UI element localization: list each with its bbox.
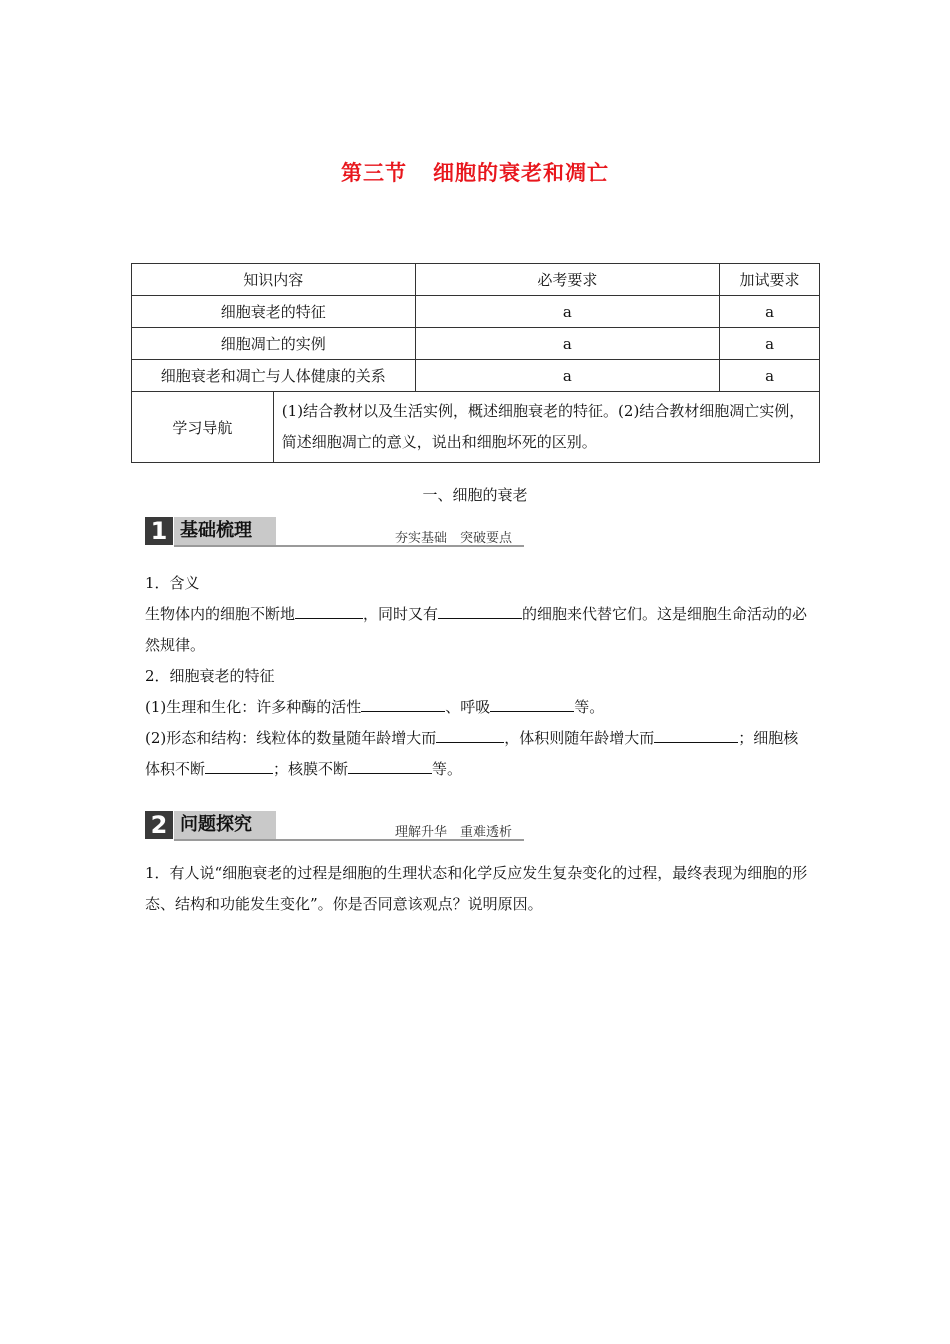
table-cell: a (415, 328, 720, 360)
table-cell: a (720, 360, 820, 392)
table-cell: a (415, 360, 720, 392)
nav-label: 学习导航 (132, 392, 274, 463)
content-block (145, 568, 810, 785)
text: (2)形态和结构：线粒体的数量随年龄增大而 (145, 729, 437, 747)
table-nav-row (132, 392, 820, 463)
table-cell: a (720, 296, 820, 328)
table-cell: a (415, 296, 720, 328)
item-heading: 1．含义 (145, 574, 200, 592)
paragraph (145, 692, 810, 723)
text: ，体积则随年龄增大而 (504, 729, 655, 747)
table-cell: 细胞衰老的特征 (132, 296, 416, 328)
text: 生物体内的细胞不断地 (145, 605, 296, 623)
table-row (132, 360, 820, 392)
text: (1)生理和生化：许多种酶的活性 (145, 698, 362, 716)
title-topic: 细胞的衰老和凋亡 (433, 161, 609, 185)
fill-blank[interactable] (295, 601, 363, 619)
header-knowledge: 知识内容 (132, 264, 416, 296)
text: 、呼吸 (445, 698, 491, 716)
banner-subtitle: 理解升华 重难透析 (395, 825, 513, 840)
text: ；细胞核体积不断 (145, 729, 799, 778)
table-cell: 细胞衰老和凋亡与人体健康的关系 (132, 360, 416, 392)
header-required: 必考要求 (415, 264, 720, 296)
table-cell: a (720, 328, 820, 360)
table-header-row (132, 264, 820, 296)
table-cell: 细胞凋亡的实例 (132, 328, 416, 360)
banner-basic (145, 517, 525, 549)
table-row (132, 296, 820, 328)
table-row (132, 328, 820, 360)
fill-blank[interactable] (490, 694, 574, 712)
item-heading: 2．细胞衰老的特征 (145, 667, 275, 685)
text: 的细胞来代替它们。这是细胞生命活动的必然规律。 (145, 605, 808, 654)
banner-number: 1 (145, 517, 173, 545)
page-title (0, 157, 950, 187)
text: 等。 (432, 760, 463, 778)
fill-blank[interactable] (438, 601, 522, 619)
fill-blank[interactable] (348, 756, 432, 774)
banner-label: 问题探究 (174, 811, 276, 839)
fill-blank[interactable] (654, 725, 738, 743)
question: 1．有人说“细胞衰老的过程是细胞的生理状态和化学反应发生复杂变化的过程，最终表现为细胞的形态、结构和功能发生变化”。你是否同意该观点？说明原因。 (145, 864, 808, 913)
title-section-number: 第三节 (341, 161, 407, 185)
requirements-table (131, 263, 820, 463)
paragraph (145, 723, 810, 785)
fill-blank[interactable] (205, 756, 273, 774)
banner-subtitle: 夯实基础 突破要点 (395, 531, 513, 546)
fill-blank[interactable] (361, 694, 445, 712)
paragraph (145, 599, 810, 661)
section-heading: 一、细胞的衰老 (422, 486, 528, 504)
banner-explore (145, 811, 525, 843)
text: ；核膜不断 (273, 760, 349, 778)
fill-blank[interactable] (436, 725, 504, 743)
question-block (145, 858, 810, 920)
text: 等。 (574, 698, 605, 716)
nav-text: (1)结合教材以及生活实例，概述细胞衰老的特征。(2)结合教材细胞凋亡实例，简述细胞凋亡的意义，说出和细胞坏死的区别。 (273, 392, 819, 463)
banner-label: 基础梳理 (174, 517, 276, 545)
text: ，同时又有 (363, 605, 439, 623)
banner-number: 2 (145, 811, 173, 839)
header-extra: 加试要求 (720, 264, 820, 296)
